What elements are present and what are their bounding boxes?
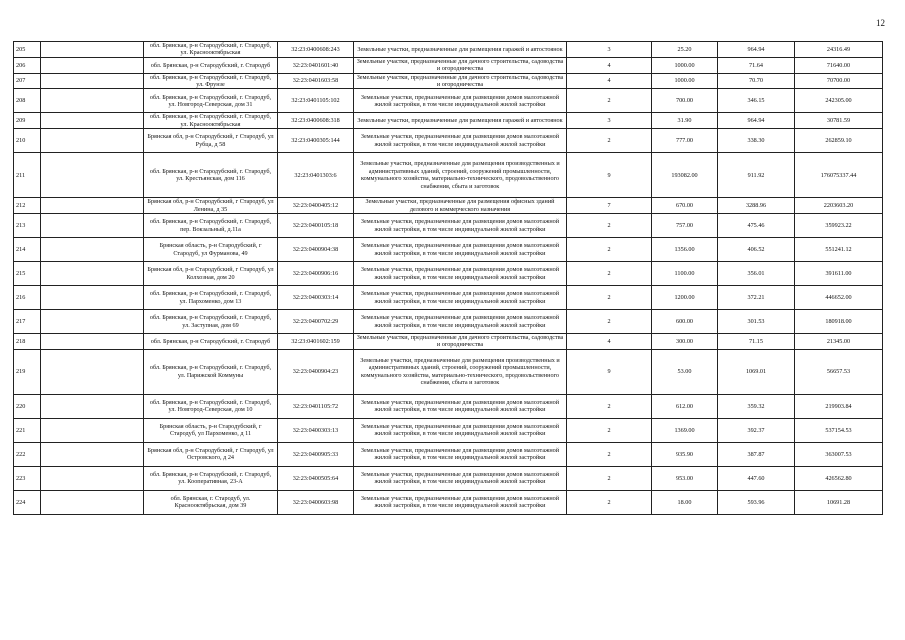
blank-cell	[41, 73, 144, 89]
group-cell: 2	[567, 129, 652, 153]
land-use-cell: Земельные участки, предназначенные для размещения домов малоэтажной жилой застройки, в том числе индивидуальной жилой застройки	[354, 490, 567, 514]
area-cell: 1369.00	[652, 418, 718, 442]
blank-cell	[41, 466, 144, 490]
cadastral-number-cell: 32:23:0400608:243	[278, 42, 354, 58]
cadastral-value-cell: 359923.22	[795, 214, 883, 238]
address-cell: Брянская обл, р-н Стародубский, г Стародуб, ул Островского, д 24	[144, 442, 278, 466]
group-cell: 3	[567, 113, 652, 129]
cadastral-number-cell: 32:23:0400303:14	[278, 286, 354, 310]
cadastral-value-cell: 176075337.44	[795, 153, 883, 198]
table-row	[14, 262, 883, 286]
group-cell: 2	[567, 238, 652, 262]
group-cell: 4	[567, 334, 652, 350]
specific-value-cell: 593.96	[718, 490, 795, 514]
specific-value-cell: 372.21	[718, 286, 795, 310]
address-cell: Брянская обл, р-н Стародубский, г Стародуб, ул Рубца, д 58	[144, 129, 278, 153]
cadastral-number-cell: 32:23:0400603:98	[278, 490, 354, 514]
group-cell: 2	[567, 262, 652, 286]
row-number: 218	[14, 334, 41, 350]
table-row	[14, 442, 883, 466]
address-cell: обл. Брянская, р-н Стародубский, г. Стародуб, ул. Заступная, дом 69	[144, 310, 278, 334]
specific-value-cell: 70.70	[718, 73, 795, 89]
land-use-cell: Земельные участки, предназначенные для размещения офисных зданий делового и коммерческого назначения	[354, 198, 567, 214]
table-row	[14, 129, 883, 153]
cadastral-number-cell: 32:23:0401601:40	[278, 57, 354, 73]
group-cell: 2	[567, 418, 652, 442]
blank-cell	[41, 129, 144, 153]
table-row	[14, 349, 883, 394]
group-cell: 2	[567, 310, 652, 334]
row-number: 221	[14, 418, 41, 442]
page-number: 12	[876, 18, 885, 28]
row-number: 214	[14, 238, 41, 262]
blank-cell	[41, 334, 144, 350]
land-plots-table	[13, 41, 883, 515]
area-cell: 1356.00	[652, 238, 718, 262]
address-cell: обл. Брянская, р-н Стародубский, г. Стародуб, ул. Пархоменко, дом 13	[144, 286, 278, 310]
cadastral-number-cell: 32:23:0401105:72	[278, 394, 354, 418]
specific-value-cell: 301.53	[718, 310, 795, 334]
cadastral-value-cell: 426562.80	[795, 466, 883, 490]
specific-value-cell: 911.92	[718, 153, 795, 198]
cadastral-value-cell: 537154.53	[795, 418, 883, 442]
specific-value-cell: 346.15	[718, 89, 795, 113]
land-use-cell: Земельные участки, предназначенные для размещения домов малоэтажной жилой застройки, в том числе индивидуальной жилой застройки	[354, 286, 567, 310]
row-number: 205	[14, 42, 41, 58]
blank-cell	[41, 442, 144, 466]
address-cell: обл. Брянская, р-н Стародубский, г. Стародуб, ул. Новгород-Северская, дом 31	[144, 89, 278, 113]
cadastral-value-cell: 219903.84	[795, 394, 883, 418]
row-number: 211	[14, 153, 41, 198]
specific-value-cell: 356.01	[718, 262, 795, 286]
group-cell: 3	[567, 42, 652, 58]
blank-cell	[41, 89, 144, 113]
address-cell: Брянская область, р-н Стародубский, г Стародуб, ул Фурманова, 49	[144, 238, 278, 262]
specific-value-cell: 359.32	[718, 394, 795, 418]
address-cell: Брянская обл, р-н Стародубский, г Стародуб, ул Колхозная, дом 20	[144, 262, 278, 286]
area-cell: 25.20	[652, 42, 718, 58]
blank-cell	[41, 198, 144, 214]
row-number: 208	[14, 89, 41, 113]
cadastral-number-cell: 32:23:0400904:38	[278, 238, 354, 262]
land-use-cell: Земельные участки, предназначенные для размещения домов малоэтажной жилой застройки, в том числе индивидуальной жилой застройки	[354, 129, 567, 153]
table-row	[14, 238, 883, 262]
cadastral-number-cell: 32:23:0400608:318	[278, 113, 354, 129]
row-number: 212	[14, 198, 41, 214]
table-row	[14, 466, 883, 490]
specific-value-cell: 964.94	[718, 42, 795, 58]
area-cell: 1100.00	[652, 262, 718, 286]
land-use-cell: Земельные участки, предназначенные для размещения домов малоэтажной жилой застройки, в том числе индивидуальной жилой застройки	[354, 466, 567, 490]
table-row	[14, 310, 883, 334]
row-number: 220	[14, 394, 41, 418]
area-cell: 53.00	[652, 349, 718, 394]
cadastral-value-cell: 391611.00	[795, 262, 883, 286]
area-cell: 1200.00	[652, 286, 718, 310]
area-cell: 953.00	[652, 466, 718, 490]
area-cell: 777.00	[652, 129, 718, 153]
cadastral-value-cell: 242305.00	[795, 89, 883, 113]
group-cell: 2	[567, 394, 652, 418]
area-cell: 193082.00	[652, 153, 718, 198]
address-cell: обл. Брянская, р-н Стародубский, г. Стародуб	[144, 334, 278, 350]
specific-value-cell: 71.15	[718, 334, 795, 350]
row-number: 209	[14, 113, 41, 129]
group-cell: 2	[567, 466, 652, 490]
table-row	[14, 89, 883, 113]
area-cell: 300.00	[652, 334, 718, 350]
specific-value-cell: 387.87	[718, 442, 795, 466]
land-use-cell: Земельные участки, предназначенные для размещения домов малоэтажной жилой застройки, в том числе индивидуальной жилой застройки	[354, 310, 567, 334]
table-row	[14, 490, 883, 514]
cadastral-number-cell: 32:23:0400105:18	[278, 214, 354, 238]
row-number: 219	[14, 349, 41, 394]
row-number: 215	[14, 262, 41, 286]
address-cell: Брянская область, р-н Стародубский, г Стародуб, ул Пархоменко, д 11	[144, 418, 278, 442]
cadastral-value-cell: 70700.00	[795, 73, 883, 89]
specific-value-cell: 406.52	[718, 238, 795, 262]
table-row	[14, 42, 883, 58]
row-number: 217	[14, 310, 41, 334]
cadastral-number-cell: 32:23:0400305:144	[278, 129, 354, 153]
area-cell: 612.00	[652, 394, 718, 418]
address-cell: обл. Брянская, р-н Стародубский, г. Стародуб, ул. Краснооктябрьская	[144, 113, 278, 129]
cadastral-number-cell: 32:23:0401603:58	[278, 73, 354, 89]
table-row	[14, 153, 883, 198]
group-cell: 2	[567, 89, 652, 113]
row-number: 224	[14, 490, 41, 514]
area-cell: 31.90	[652, 113, 718, 129]
row-number: 207	[14, 73, 41, 89]
cadastral-value-cell: 21345.00	[795, 334, 883, 350]
specific-value-cell: 1069.01	[718, 349, 795, 394]
cadastral-value-cell: 71640.00	[795, 57, 883, 73]
group-cell: 9	[567, 349, 652, 394]
land-use-cell: Земельные участки, предназначенные для размещения домов малоэтажной жилой застройки, в том числе индивидуальной жилой застройки	[354, 238, 567, 262]
cadastral-value-cell: 56657.53	[795, 349, 883, 394]
specific-value-cell: 475.46	[718, 214, 795, 238]
cadastral-number-cell: 32:23:0400905:33	[278, 442, 354, 466]
cadastral-number-cell: 32:23:0401303:6	[278, 153, 354, 198]
cadastral-number-cell: 32:23:0400906:16	[278, 262, 354, 286]
land-use-cell: Земельные участки, предназначенные для размещения производственных и административных зданий, строений, сооружений промышленности, коммунального хозяйства, материально-технического, продовольственного снабжения, сбыта и заготовок	[354, 153, 567, 198]
group-cell: 4	[567, 57, 652, 73]
area-cell: 1000.00	[652, 57, 718, 73]
cadastral-value-cell: 363007.53	[795, 442, 883, 466]
row-number: 206	[14, 57, 41, 73]
group-cell: 7	[567, 198, 652, 214]
blank-cell	[41, 310, 144, 334]
blank-cell	[41, 394, 144, 418]
table-row	[14, 394, 883, 418]
blank-cell	[41, 262, 144, 286]
specific-value-cell: 392.37	[718, 418, 795, 442]
cadastral-value-cell: 10691.28	[795, 490, 883, 514]
blank-cell	[41, 349, 144, 394]
land-use-cell: Земельные участки, предназначенные для размещения домов малоэтажной жилой застройки, в том числе индивидуальной жилой застройки	[354, 214, 567, 238]
address-cell: обл. Брянская, р-н Стародубский, г. Стародуб, ул. Кооперативная, 23-А	[144, 466, 278, 490]
blank-cell	[41, 57, 144, 73]
land-use-cell: Земельные участки, предназначенные для размещения домов малоэтажной жилой застройки, в том числе индивидуальной жилой застройки	[354, 262, 567, 286]
blank-cell	[41, 418, 144, 442]
blank-cell	[41, 286, 144, 310]
group-cell: 2	[567, 490, 652, 514]
specific-value-cell: 447.60	[718, 466, 795, 490]
area-cell: 670.00	[652, 198, 718, 214]
blank-cell	[41, 153, 144, 198]
land-use-cell: Земельные участки, предназначенные для дачного строительства, садоводства и огородничества	[354, 57, 567, 73]
land-use-cell: Земельные участки, предназначенные для дачного строительства, садоводства и огородничества	[354, 73, 567, 89]
table-body	[14, 42, 883, 515]
group-cell: 2	[567, 442, 652, 466]
cadastral-number-cell: 32:23:0401602:159	[278, 334, 354, 350]
cadastral-number-cell: 32:23:0401105:102	[278, 89, 354, 113]
row-number: 223	[14, 466, 41, 490]
address-cell: обл. Брянская, г. Стародуб, ул. Краснооктябрьская, дом 39	[144, 490, 278, 514]
cadastral-number-cell: 32:23:0400505:64	[278, 466, 354, 490]
blank-cell	[41, 238, 144, 262]
cadastral-value-cell: 180918.00	[795, 310, 883, 334]
address-cell: обл. Брянская, р-н Стародубский, г. Стародуб, ул. Крестьянская, дом 116	[144, 153, 278, 198]
group-cell: 9	[567, 153, 652, 198]
row-number: 213	[14, 214, 41, 238]
table-row	[14, 57, 883, 73]
cadastral-number-cell: 32:23:0400904:23	[278, 349, 354, 394]
area-cell: 1000.00	[652, 73, 718, 89]
address-cell: обл. Брянская, р-н Стародубский, г. Стародуб, ул. Краснооктябрьская	[144, 42, 278, 58]
row-number: 216	[14, 286, 41, 310]
land-use-cell: Земельные участки, предназначенные для размещения производственных и административных зданий, строений, сооружений промышленности, коммунального хозяйства, материально-технического, продовольственного снабжения, сбыта и заготовок	[354, 349, 567, 394]
table-row	[14, 198, 883, 214]
cadastral-number-cell: 32:23:0400702:29	[278, 310, 354, 334]
address-cell: обл. Брянская, р-н Стародубский, г. Стародуб, пер. Вокзальный, д.11а	[144, 214, 278, 238]
cadastral-number-cell: 32:23:0400303:13	[278, 418, 354, 442]
land-use-cell: Земельные участки, предназначенные для размещения домов малоэтажной жилой застройки, в том числе индивидуальной жилой застройки	[354, 442, 567, 466]
cadastral-value-cell: 30781.59	[795, 113, 883, 129]
blank-cell	[41, 490, 144, 514]
area-cell: 935.90	[652, 442, 718, 466]
address-cell: обл. Брянская, р-н Стародубский, г. Стародуб, ул. Новгород-Северская, дом 10	[144, 394, 278, 418]
group-cell: 2	[567, 214, 652, 238]
cadastral-value-cell: 2203603.20	[795, 198, 883, 214]
area-cell: 600.00	[652, 310, 718, 334]
cadastral-value-cell: 446652.00	[795, 286, 883, 310]
address-cell: Брянская обл, р-н Стародубский, г Стародуб, ул Ленина, д 35	[144, 198, 278, 214]
land-use-cell: Земельные участки, предназначенные для дачного строительства, садоводства и огородничества	[354, 334, 567, 350]
address-cell: обл. Брянская, р-н Стародубский, г. Стародуб, ул. Парижской Коммуны	[144, 349, 278, 394]
land-use-cell: Земельные участки, предназначенные для размещения домов малоэтажной жилой застройки, в том числе индивидуальной жилой застройки	[354, 89, 567, 113]
address-cell: обл. Брянская, р-н Стародубский, г. Стародуб, ул. Фрунзе	[144, 73, 278, 89]
cadastral-number-cell: 32:23:0400405:12	[278, 198, 354, 214]
land-use-cell: Земельные участки, предназначенные для размещения гаражей и автостоянок	[354, 113, 567, 129]
specific-value-cell: 71.64	[718, 57, 795, 73]
table-row	[14, 73, 883, 89]
land-use-cell: Земельные участки, предназначенные для размещения домов малоэтажной жилой застройки, в том числе индивидуальной жилой застройки	[354, 394, 567, 418]
row-number: 222	[14, 442, 41, 466]
table-row	[14, 418, 883, 442]
blank-cell	[41, 42, 144, 58]
specific-value-cell: 338.30	[718, 129, 795, 153]
land-use-cell: Земельные участки, предназначенные для размещения домов малоэтажной жилой застройки, в том числе индивидуальной жилой застройки	[354, 418, 567, 442]
blank-cell	[41, 113, 144, 129]
cadastral-value-cell: 262859.10	[795, 129, 883, 153]
land-use-cell: Земельные участки, предназначенные для размещения гаражей и автостоянок	[354, 42, 567, 58]
table-row	[14, 214, 883, 238]
area-cell: 757.00	[652, 214, 718, 238]
address-cell: обл. Брянская, р-н Стародубский, г. Стародуб	[144, 57, 278, 73]
specific-value-cell: 3288.96	[718, 198, 795, 214]
table-row	[14, 113, 883, 129]
cadastral-value-cell: 551241.12	[795, 238, 883, 262]
table-row	[14, 334, 883, 350]
cadastral-value-cell: 24316.49	[795, 42, 883, 58]
row-number: 210	[14, 129, 41, 153]
specific-value-cell: 964.94	[718, 113, 795, 129]
table-row	[14, 286, 883, 310]
group-cell: 2	[567, 286, 652, 310]
area-cell: 700.00	[652, 89, 718, 113]
area-cell: 18.00	[652, 490, 718, 514]
blank-cell	[41, 214, 144, 238]
group-cell: 4	[567, 73, 652, 89]
